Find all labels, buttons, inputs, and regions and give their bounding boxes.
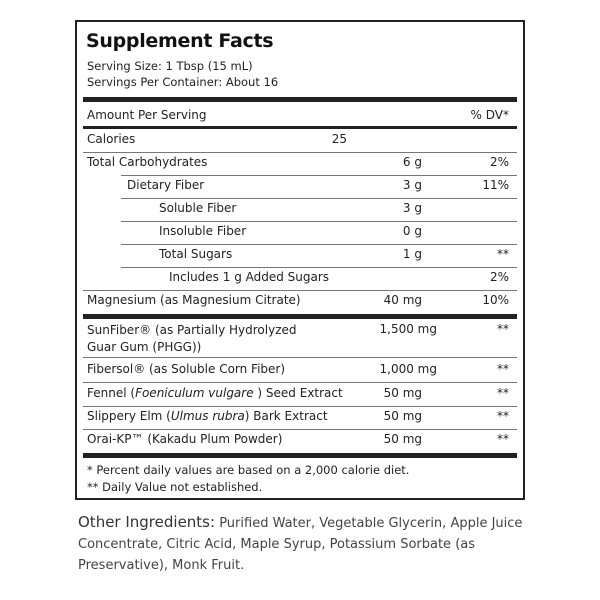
nutrient-name: Soluble Fiber <box>159 201 237 215</box>
other-ingredients <box>78 512 528 576</box>
nutrient-amount: 25 <box>331 132 347 146</box>
ingredient-amount: 50 mg <box>383 432 422 446</box>
thick-divider <box>83 314 517 319</box>
supplement-facts-panel <box>75 20 525 500</box>
ingredient-name: Orai-KP™ (Kakadu Plum Powder) <box>87 432 283 446</box>
nutrient-amount: 6 g <box>402 155 422 169</box>
ingredient-dv: ** <box>497 409 509 423</box>
ingredient-name: SunFiber® (as Partially Hydrolyzed Guar Gum (PHGG)) <box>87 323 297 354</box>
row-divider <box>83 429 517 430</box>
nutrient-row <box>83 293 517 312</box>
ingredient-dv: ** <box>497 362 509 376</box>
nutrient-name: Total Carbohydrates <box>87 155 208 169</box>
nutrient-row <box>83 155 517 176</box>
other-ingredients-label: Other Ingredients: <box>78 513 216 531</box>
nutrient-amount: 3 g <box>402 201 422 215</box>
nutrient-dv: 11% <box>482 178 509 192</box>
nutrient-name: Includes 1 g Added Sugars <box>169 270 330 284</box>
nutrient-dv: 2% <box>489 270 509 284</box>
ingredient-row <box>83 432 517 451</box>
thick-divider <box>83 97 517 102</box>
ingredient-name: Slippery Elm (Ulmus rubra) Bark Extract <box>87 409 328 423</box>
ingredient-row <box>83 386 517 407</box>
row-divider <box>83 357 517 358</box>
nutrient-row <box>83 178 517 199</box>
amount-header: Amount Per Serving <box>87 108 207 122</box>
ingredient-name: Fibersol® (as Soluble Corn Fiber) <box>87 362 286 376</box>
ingredient-dv: ** <box>497 432 509 446</box>
ingredient-name: Fennel (Foeniculum vulgare ) Seed Extract <box>87 386 343 400</box>
row-divider <box>121 221 517 222</box>
row-divider <box>83 382 517 383</box>
row-divider <box>83 290 517 291</box>
servings-per-container: Servings Per Container: About 16 <box>87 75 279 89</box>
nutrient-name: Dietary Fiber <box>127 178 205 192</box>
ingredient-row <box>83 409 517 430</box>
ingredient-amount: 50 mg <box>383 409 422 423</box>
other-ingredients-text: Purified Water, Vegetable Glycerin, Apple Juice Concentrate, Citric Acid, Maple Syrup, Potassium Sorbate (as Preservative), Monk Fruit. <box>78 516 523 573</box>
medium-divider <box>83 126 517 129</box>
nutrient-amount: 0 g <box>402 224 422 238</box>
row-divider <box>121 267 517 268</box>
nutrient-row <box>83 132 517 153</box>
row-divider <box>83 406 517 407</box>
ingredient-amount: 50 mg <box>383 386 422 400</box>
nutrient-name: Calories <box>87 132 136 146</box>
nutrient-name: Magnesium (as Magnesium Citrate) <box>87 293 301 307</box>
ingredient-dv: ** <box>497 322 509 336</box>
serving-size: Serving Size: 1 Tbsp (15 mL) <box>87 59 253 73</box>
thick-divider <box>83 453 517 458</box>
ingredient-row <box>83 322 517 358</box>
nutrient-amount: 1 g <box>402 247 422 261</box>
nutrient-amount: 40 mg <box>383 293 422 307</box>
nutrient-name: Total Sugars <box>159 247 233 261</box>
nutrient-dv: 2% <box>489 155 509 169</box>
nutrient-row <box>83 247 517 268</box>
ingredient-row <box>83 362 517 383</box>
row-divider <box>121 244 517 245</box>
row-divider <box>83 152 517 153</box>
amount-header-row <box>83 108 517 128</box>
nutrient-row <box>83 201 517 222</box>
panel-title: Supplement Facts <box>86 30 274 52</box>
nutrient-amount: 3 g <box>402 178 422 192</box>
row-divider <box>121 198 517 199</box>
nutrient-dv: ** <box>497 247 509 261</box>
nutrient-dv: 10% <box>482 293 509 307</box>
nutrient-name: Insoluble Fiber <box>159 224 247 238</box>
row-divider <box>121 175 517 176</box>
ingredient-amount: 1,500 mg <box>379 322 437 336</box>
footnote-dv-not-established: ** Daily Value not established. <box>87 480 263 494</box>
ingredient-amount: 1,000 mg <box>379 362 437 376</box>
nutrient-row <box>83 224 517 245</box>
dv-header: % DV* <box>470 108 509 122</box>
footnote-percent-dv: * Percent daily values are based on a 2,000 calorie diet. <box>87 463 410 477</box>
ingredient-dv: ** <box>497 386 509 400</box>
nutrient-row <box>83 270 517 291</box>
